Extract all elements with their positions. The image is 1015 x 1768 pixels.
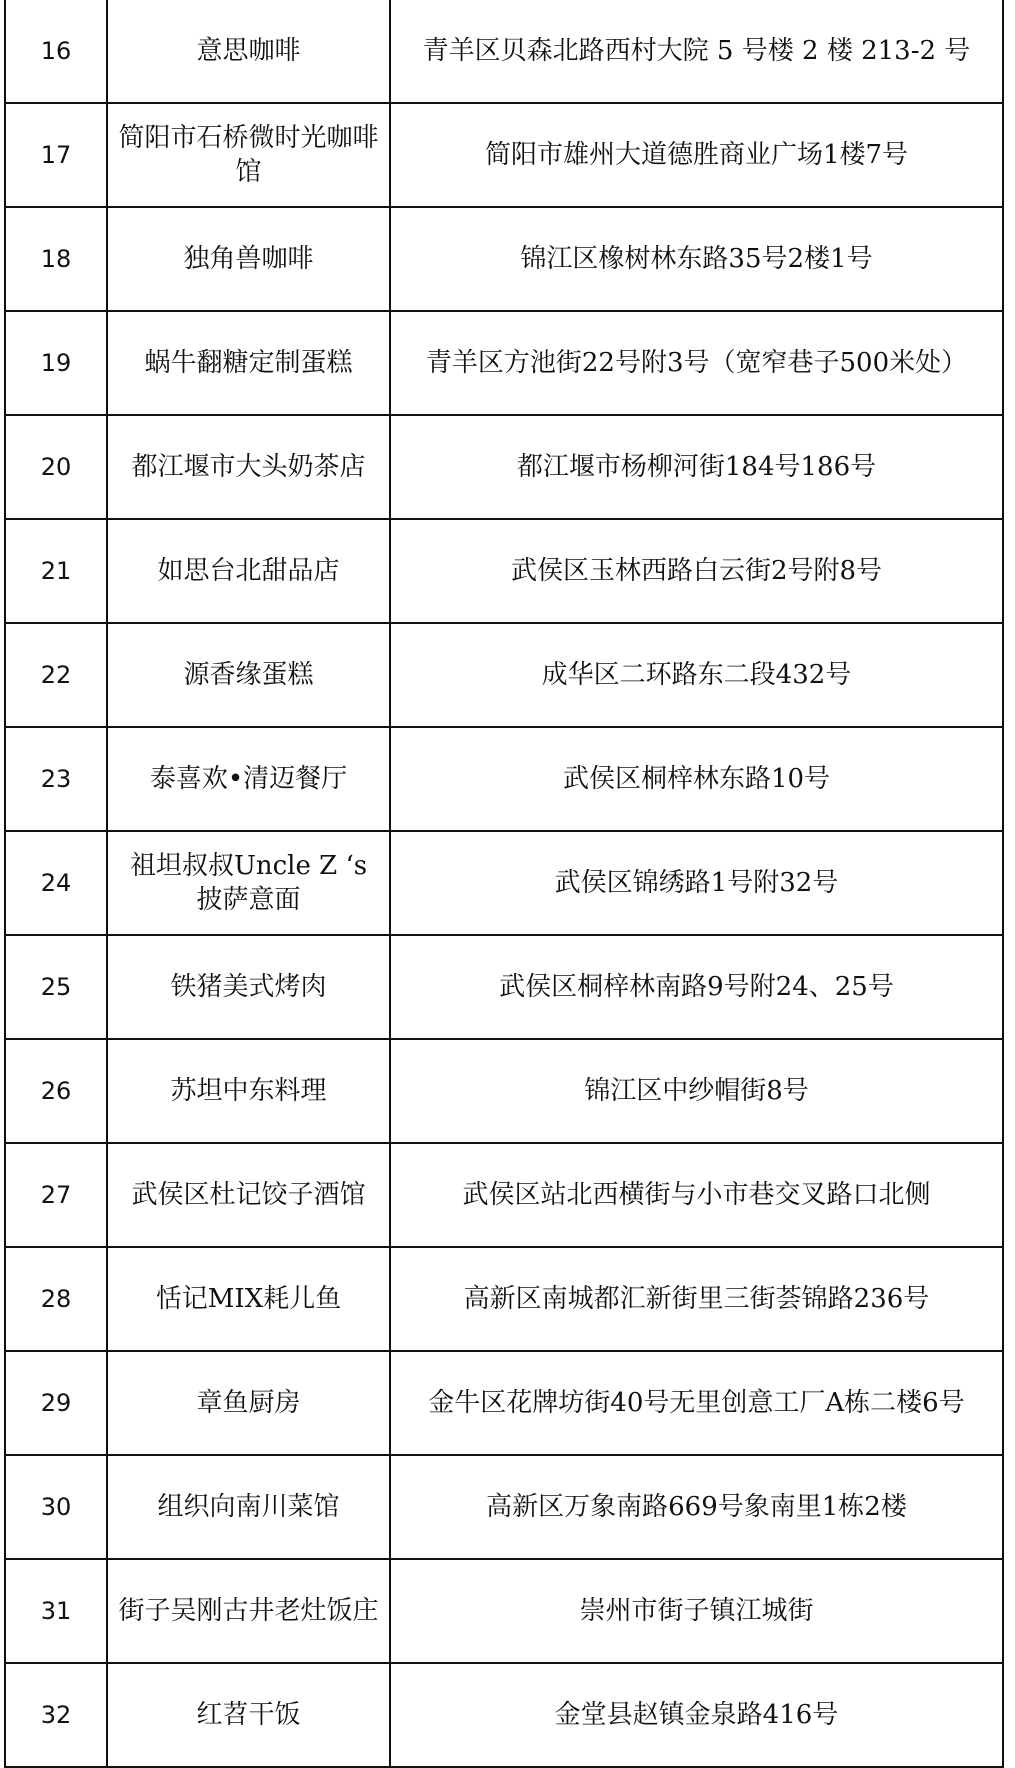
table-row [5, 0, 1003, 103]
merchant-address: 都江堰市杨柳河街184号186号 [390, 415, 1003, 519]
merchant-name: 组织向南川菜馆 [107, 1455, 390, 1559]
table-row [5, 623, 1003, 727]
merchant-address: 金牛区花牌坊街40号无里创意工厂A栋二楼6号 [390, 1351, 1003, 1455]
table-row [5, 207, 1003, 311]
merchant-address: 武侯区桐梓林东路10号 [390, 727, 1003, 831]
table-row [5, 1663, 1003, 1767]
table-row [5, 1039, 1003, 1143]
merchant-address: 崇州市街子镇江城街 [390, 1559, 1003, 1663]
merchant-name: 武侯区杜记饺子酒馆 [107, 1143, 390, 1247]
merchant-address: 武侯区玉林西路白云街2号附8号 [390, 519, 1003, 623]
row-number: 29 [5, 1351, 107, 1455]
row-number: 16 [5, 0, 107, 103]
merchant-name: 苏坦中东料理 [107, 1039, 390, 1143]
merchant-address: 简阳市雄州大道德胜商业广场1楼7号 [390, 103, 1003, 207]
table-row [5, 1143, 1003, 1247]
merchant-address: 高新区万象南路669号象南里1栋2楼 [390, 1455, 1003, 1559]
merchant-name: 蜗牛翻糖定制蛋糕 [107, 311, 390, 415]
merchant-name: 恬记MIX耗儿鱼 [107, 1247, 390, 1351]
table-row [5, 1455, 1003, 1559]
table-row [5, 1247, 1003, 1351]
merchant-address: 锦江区中纱帽街8号 [390, 1039, 1003, 1143]
table-row [5, 519, 1003, 623]
table-row [5, 1351, 1003, 1455]
row-number: 24 [5, 831, 107, 935]
merchant-name: 红苕干饭 [107, 1663, 390, 1767]
table-row [5, 415, 1003, 519]
row-number: 23 [5, 727, 107, 831]
row-number: 17 [5, 103, 107, 207]
row-number: 18 [5, 207, 107, 311]
merchant-name: 铁猪美式烤肉 [107, 935, 390, 1039]
row-number: 26 [5, 1039, 107, 1143]
merchant-address: 成华区二环路东二段432号 [390, 623, 1003, 727]
table-row [5, 935, 1003, 1039]
row-number: 28 [5, 1247, 107, 1351]
merchant-name: 章鱼厨房 [107, 1351, 390, 1455]
table-row [5, 1559, 1003, 1663]
merchant-address: 青羊区方池街22号附3号（宽窄巷子500米处） [390, 311, 1003, 415]
row-number: 20 [5, 415, 107, 519]
merchant-name: 简阳市石桥微时光咖啡馆 [107, 103, 390, 207]
merchant-name: 独角兽咖啡 [107, 207, 390, 311]
table-row [5, 831, 1003, 935]
merchant-name: 都江堰市大头奶茶店 [107, 415, 390, 519]
merchant-address: 武侯区站北西横街与小市巷交叉路口北侧 [390, 1143, 1003, 1247]
row-number: 27 [5, 1143, 107, 1247]
table-row [5, 311, 1003, 415]
row-number: 31 [5, 1559, 107, 1663]
merchant-address: 金堂县赵镇金泉路416号 [390, 1663, 1003, 1767]
row-number: 30 [5, 1455, 107, 1559]
merchant-table-container [4, 0, 1002, 1768]
merchant-address: 锦江区橡树林东路35号2楼1号 [390, 207, 1003, 311]
row-number: 22 [5, 623, 107, 727]
merchant-address: 青羊区贝森北路西村大院 5 号楼 2 楼 213-2 号 [390, 0, 1003, 103]
merchant-address: 武侯区桐梓林南路9号附24、25号 [390, 935, 1003, 1039]
merchant-table [4, 0, 1004, 1768]
row-number: 19 [5, 311, 107, 415]
merchant-name: 意思咖啡 [107, 0, 390, 103]
row-number: 21 [5, 519, 107, 623]
row-number: 25 [5, 935, 107, 1039]
merchant-name: 祖坦叔叔Uncle Z ‘s 披萨意面 [107, 831, 390, 935]
merchant-name: 泰喜欢•清迈餐厅 [107, 727, 390, 831]
merchant-name: 源香缘蛋糕 [107, 623, 390, 727]
table-row [5, 103, 1003, 207]
merchant-address: 高新区南城都汇新街里三街荟锦路236号 [390, 1247, 1003, 1351]
table-row [5, 727, 1003, 831]
merchant-address: 武侯区锦绣路1号附32号 [390, 831, 1003, 935]
row-number: 32 [5, 1663, 107, 1767]
merchant-name: 街子吴刚古井老灶饭庄 [107, 1559, 390, 1663]
merchant-name: 如思台北甜品店 [107, 519, 390, 623]
